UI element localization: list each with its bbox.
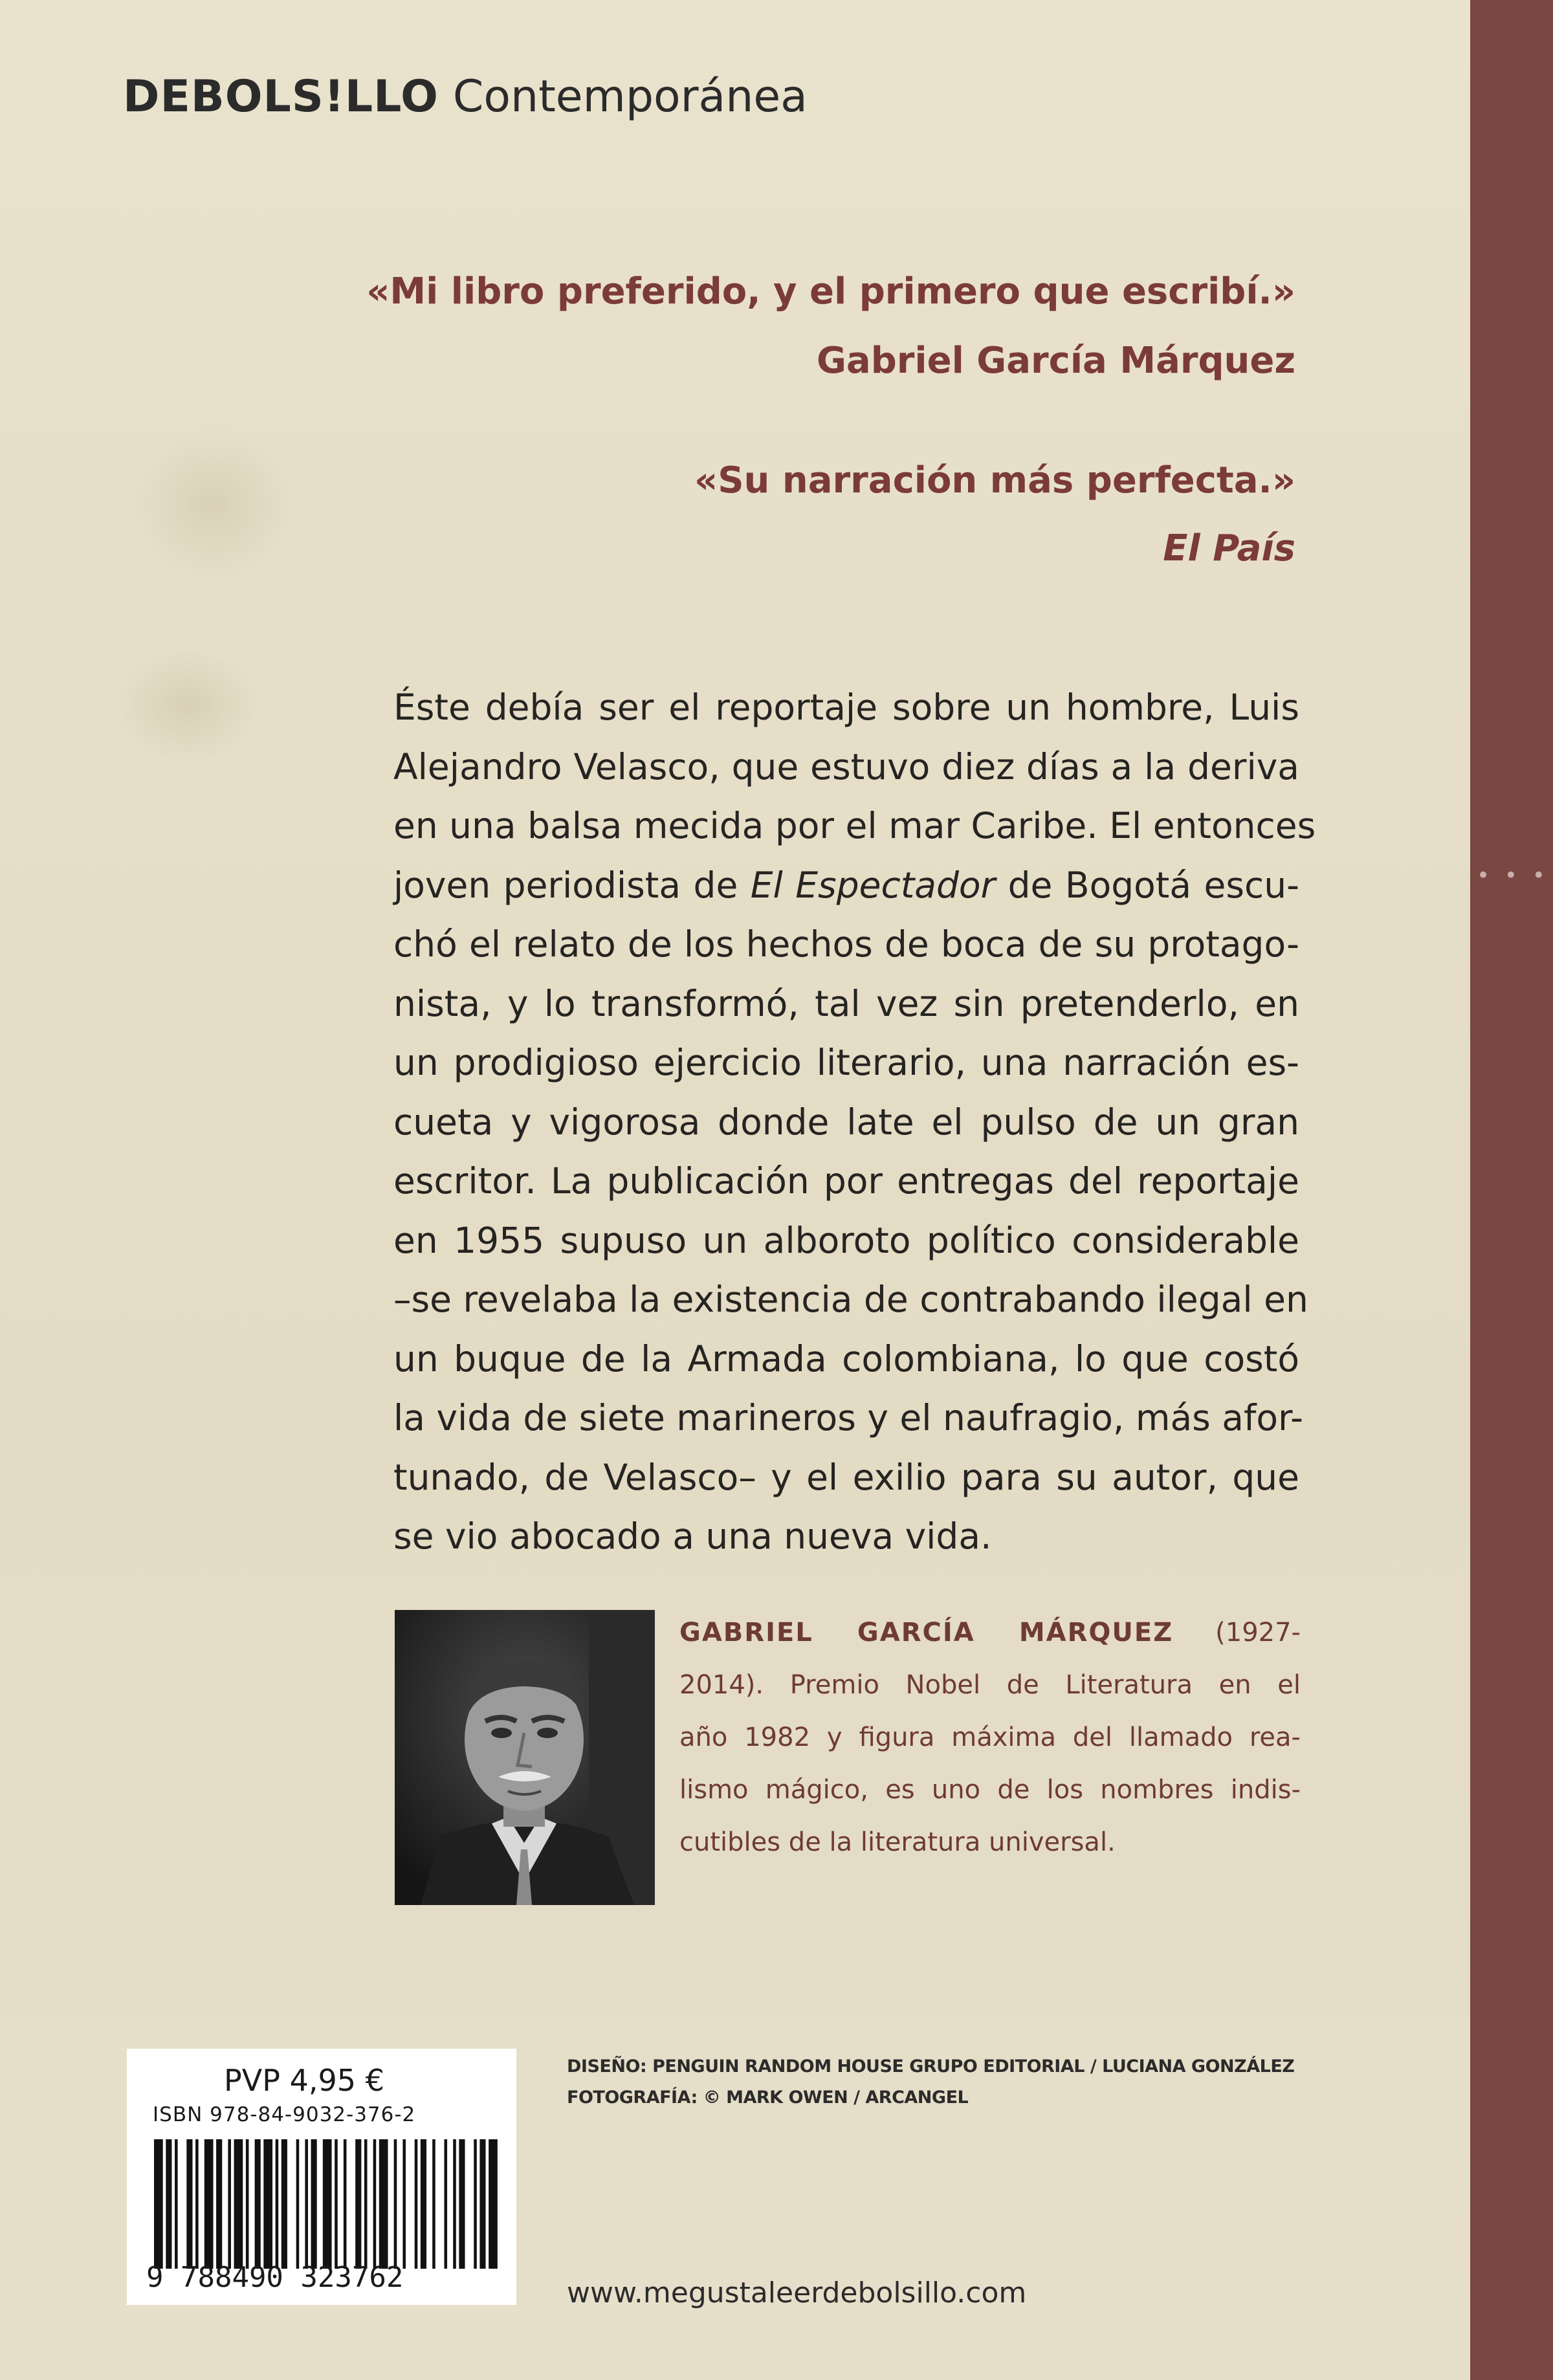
barcode-bar	[154, 2139, 163, 2269]
bio-line	[679, 1607, 1301, 1659]
barcode-bar	[344, 2139, 347, 2269]
barcode-bar	[489, 2139, 498, 2269]
barcode-bar	[479, 2139, 485, 2269]
credits	[567, 2051, 1294, 2113]
barcode-bar	[335, 2139, 338, 2269]
barcode-icon	[154, 2139, 503, 2269]
isbn-label: ISBN 978-84-9032-376-2	[153, 2103, 416, 2126]
barcode-bar	[263, 2139, 272, 2269]
publisher-logo: DEBOLS!LLO	[123, 71, 439, 122]
barcode-bar	[415, 2139, 418, 2269]
spine-mark: • • •	[1477, 863, 1549, 888]
barcode-bar	[216, 2139, 222, 2269]
synopsis-text: de Bogotá escu-	[995, 864, 1299, 906]
barcode-bar	[195, 2139, 199, 2269]
barcode-bar	[394, 2139, 397, 2269]
synopsis-line: –se revelaba la existencia de contrabando ilegal en	[393, 1279, 1308, 1320]
synopsis	[393, 678, 1316, 1567]
synopsis-line: cueta y vigorosa donde late el pulso de un gran	[393, 1101, 1299, 1143]
synopsis-line: un prodigioso ejercicio literario, una narración es-	[393, 1042, 1299, 1083]
barcode-bar	[379, 2139, 388, 2269]
collection-name: Contemporánea	[452, 71, 808, 122]
synopsis-line: escritor. La publicación por entregas del reportaje	[393, 1160, 1299, 1202]
barcode-bar	[373, 2139, 377, 2269]
synopsis-line: chó el relato de los hechos de boca de su protago-	[393, 923, 1299, 965]
barcode-bar	[228, 2139, 231, 2269]
synopsis-line: un buque de la Armada colombiana, lo que costó	[393, 1338, 1299, 1380]
barcode-bar	[444, 2139, 447, 2269]
photo-credit: FOTOGRAFÍA: © MARK OWEN / ARCANGEL	[567, 2088, 969, 2108]
newspaper-title: El Espectador	[750, 864, 996, 906]
barcode-bar	[355, 2139, 361, 2269]
review-quote: «Mi libro preferido, y el primero que escribí.»	[366, 270, 1295, 313]
synopsis-line: tunado, de Velasco– y el exilio para su autor, que	[393, 1456, 1299, 1498]
synopsis-line: nista, y lo transformó, tal vez sin pretenderlo, en	[393, 982, 1299, 1024]
book-spine	[1470, 0, 1553, 2380]
paper-stain	[116, 647, 259, 764]
barcode-bar	[421, 2139, 426, 2269]
barcode-bar	[432, 2139, 435, 2269]
barcode-bar	[281, 2139, 287, 2269]
synopsis-line: Éste debía ser el reportaje sobre un hombre, Luis	[393, 687, 1299, 728]
barcode-bar	[305, 2139, 308, 2269]
review-source: El País	[1163, 527, 1295, 569]
barcode-bar	[234, 2139, 243, 2269]
barcode-bar	[255, 2139, 261, 2269]
paper-stain	[129, 427, 298, 582]
barcode-bar	[311, 2139, 317, 2269]
barcode-bar	[175, 2139, 178, 2269]
review-quote: «Su narración más perfecta.»	[694, 459, 1295, 501]
barcode-bar	[186, 2139, 192, 2269]
barcode-bar	[246, 2139, 249, 2269]
barcode-bar	[364, 2139, 368, 2269]
author-photo	[395, 1610, 655, 1905]
website-link[interactable]: www.megustaleerdebolsillo.com	[567, 2276, 1027, 2309]
bio-line: lismo mágico, es uno de los nombres indis-	[679, 1775, 1301, 1805]
review-source: Gabriel García Márquez	[816, 340, 1295, 382]
barcode-bar	[276, 2139, 279, 2269]
barcode-bar	[166, 2139, 171, 2269]
barcode-bar	[204, 2139, 214, 2269]
author-name: GABRIEL GARCÍA MÁRQUEZ	[679, 1618, 1174, 1647]
synopsis-line	[393, 856, 1299, 916]
synopsis-line: se vio abocado a una nueva vida.	[393, 1515, 992, 1557]
barcode-bar	[323, 2139, 332, 2269]
price-label: PVP 4,95 €	[224, 2063, 384, 2098]
synopsis-line: la vida de siete marineros y el naufragio, más afor-	[393, 1397, 1303, 1438]
author-bio	[679, 1607, 1301, 1869]
design-credit: DISEÑO: PENGUIN RANDOM HOUSE GRUPO EDITORIAL / LUCIANA GONZÁLEZ	[567, 2056, 1295, 2077]
synopsis-line: en 1955 supuso un alboroto político considerable	[393, 1219, 1299, 1261]
synopsis-line: Alejandro Velasco, que estuvo diez días a la deriva	[393, 745, 1299, 788]
synopsis-line: en una balsa mecida por el mar Caribe. El entonces	[393, 805, 1316, 846]
barcode-digits: 9 788490 323762	[146, 2261, 404, 2294]
synopsis-text: joven periodista de	[393, 864, 751, 906]
barcode-bar	[459, 2139, 465, 2269]
bio-line: año 1982 y figura máxima del llamado rea-	[679, 1723, 1301, 1752]
barcode-bar	[402, 2139, 406, 2269]
barcode-bar	[296, 2139, 300, 2269]
bio-line: 2014). Premio Nobel de Literatura en el	[679, 1670, 1301, 1700]
author-portrait-icon	[395, 1610, 655, 1905]
publisher-brand	[123, 71, 808, 122]
barcode-bar	[474, 2139, 477, 2269]
barcode-label	[127, 2049, 516, 2305]
barcode-bar	[453, 2139, 456, 2269]
bio-line: cutibles de la literatura universal.	[679, 1827, 1116, 1857]
bio-dates: (1927-	[1215, 1618, 1301, 1647]
